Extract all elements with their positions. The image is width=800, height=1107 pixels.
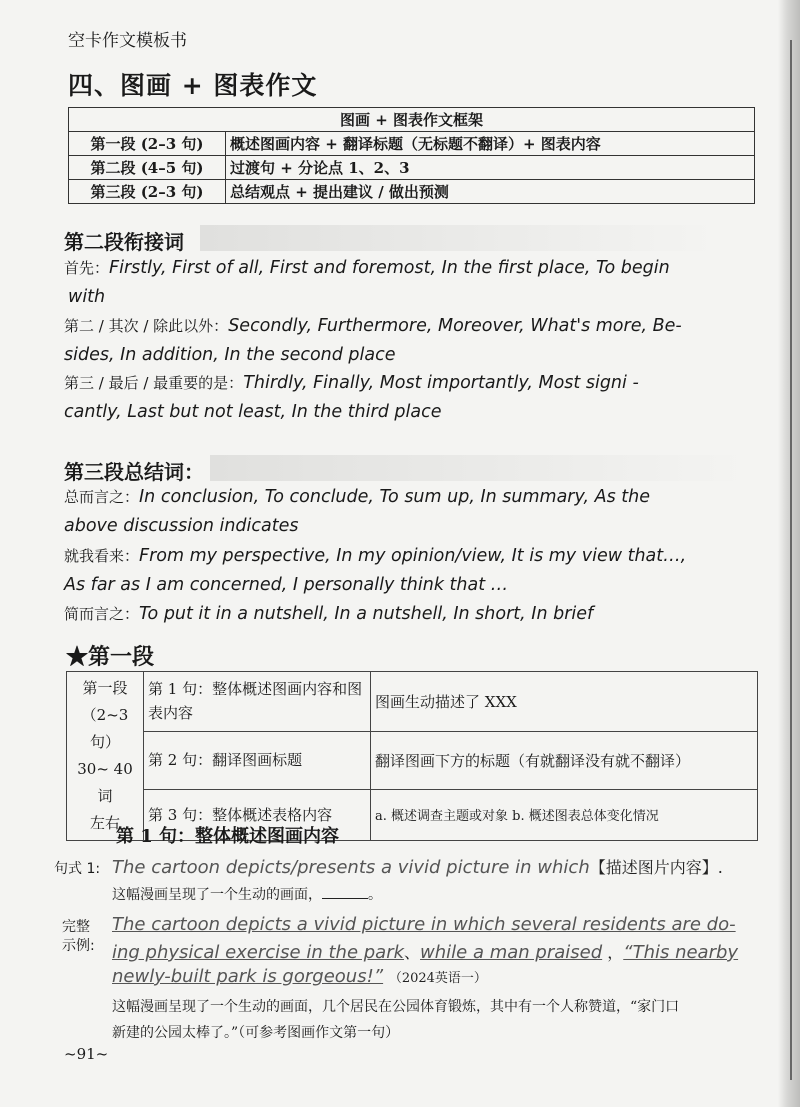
framework-table	[68, 107, 755, 204]
left-line: 30~ 40 词	[77, 760, 133, 805]
conclusion-line	[64, 600, 593, 629]
para1-table	[66, 671, 758, 841]
line-text: In conclusion, To conclude, To sum up, In summary, As the	[139, 487, 650, 507]
pattern-english: The cartoon depicts/presents a vivid picture in which【描述图片内容】.	[112, 857, 723, 878]
line-text: From my perspective, In my opinion/view, It is my view that…,	[139, 546, 687, 566]
example-text: while a man praised	[420, 942, 603, 963]
transition-title: 第二段衔接词	[64, 230, 184, 254]
pattern-bracket: 【描述图片内容】	[589, 858, 718, 877]
line-text: Thirdly, Finally, Most importantly, Most signi -	[243, 373, 639, 393]
example-chinese-line: 这幅漫画呈现了一个生动的画面，几个居民在公园体育锻炼，其中有一个人称赞道，“家门口	[112, 999, 680, 1015]
framework-content: 过渡句 + 分论点 1、2、3	[226, 156, 755, 180]
conclusion-line	[64, 512, 299, 541]
left-line: （2~3句）	[81, 706, 129, 751]
framework-caption: 图画 + 图表作文框架	[69, 108, 755, 132]
book-header: 空卡作文模板书	[68, 31, 187, 51]
para1-row	[67, 731, 758, 789]
line-label: 第三 / 最后 / 最重要的是：	[64, 374, 244, 392]
section-title: 四、图画 + 图表作文	[68, 71, 318, 100]
example-label: 示例:	[62, 938, 95, 954]
fill-blank	[322, 898, 368, 899]
sentence-cell: 第 1 句：整体概述图画内容和图表内容	[144, 672, 371, 732]
pattern-chinese: 这幅漫画呈现了一个生动的画面， 。	[112, 887, 382, 903]
framework-para: 第三段 (2–3 句)	[69, 180, 226, 204]
pattern-label: 句式 1:	[54, 861, 101, 877]
title-shade	[210, 455, 750, 481]
example-text: “This nearby	[623, 942, 739, 963]
example-text: ing physical exercise in the park	[112, 942, 405, 963]
line-text: sides, In addition, In the second place	[64, 345, 396, 365]
framework-row	[69, 132, 755, 156]
page-edge-line	[790, 40, 792, 1080]
example-chinese-line: 新建的公园太棒了。”（可参考图画作文第一句）	[112, 1025, 400, 1041]
page-edge-shadow	[778, 0, 800, 1107]
example-english-line	[112, 966, 487, 987]
conclusion-line	[64, 483, 650, 512]
page-number: ~91~	[64, 1045, 109, 1063]
sentence1-title: 第 1 句：整体概述图画内容	[116, 826, 340, 847]
desc-cell: 图画生动描述了 XXX	[371, 672, 758, 732]
sentence-cell: 第 3 句：整体概述表格内容	[144, 789, 371, 840]
line-text: Secondly, Furthermore, Moreover, What's more, Be-	[228, 316, 682, 336]
pattern-cn-text: 这幅漫画呈现了一个生动的画面，	[112, 887, 322, 903]
transition-line	[68, 283, 105, 312]
left-line: 第一段	[82, 679, 128, 697]
conclusion-title: 第三段总结词：	[64, 460, 204, 484]
line-text: with	[68, 287, 106, 307]
line-text: To put it in a nutshell, In a nutshell, In short, In brief	[139, 604, 594, 624]
transition-line	[64, 341, 396, 370]
line-label: 简而言之：	[64, 605, 140, 623]
framework-content: 总结观点 + 提出建议 / 做出预测	[226, 180, 755, 204]
transition-line	[64, 254, 670, 283]
pattern-text: The cartoon depicts/presents a vivid picture in which	[112, 857, 590, 878]
sentence-cell: 第 2 句：翻译图画标题	[144, 731, 371, 789]
framework-caption-row	[69, 108, 755, 132]
transition-line	[64, 398, 441, 427]
example-english-line: The cartoon depicts a vivid picture in which several residents are do-	[112, 914, 736, 935]
line-text: As far as I am concerned, I personally think that …	[64, 575, 509, 595]
line-text: Firstly, First of all, First and foremost, In the first place, To begin	[109, 258, 670, 278]
example-label: 完整	[62, 919, 90, 935]
conclusion-line	[64, 571, 508, 600]
title-shade	[200, 225, 720, 251]
framework-row	[69, 180, 755, 204]
line-label: 总而言之：	[64, 488, 140, 506]
framework-row	[69, 156, 755, 180]
line-label: 首先：	[64, 259, 110, 277]
framework-para: 第一段 (2–3 句)	[69, 132, 226, 156]
para1-title: ★第一段	[66, 644, 155, 670]
line-text: cantly, Last but not least, In the third place	[64, 402, 442, 422]
transition-line	[64, 369, 639, 398]
example-year: （2024英语一）	[388, 971, 487, 986]
desc-cell: a. 概述调查主题或对象 b. 概述图表总体变化情况	[371, 789, 758, 840]
desc-cell: 翻译图画下方的标题（有就翻译没有就不翻译）	[371, 731, 758, 789]
line-text: above discussion indicates	[64, 516, 299, 536]
line-label: 就我看来：	[64, 547, 140, 565]
example-text: newly-built park is gorgeous!”	[112, 966, 384, 987]
left-line: 左右	[89, 814, 120, 832]
example-english-line: ing physical exercise in the park、while a man praised ，“This nearby	[112, 942, 739, 963]
framework-content: 概述图画内容 + 翻译标题（无标题不翻译）+ 图表内容	[226, 132, 755, 156]
para1-row	[67, 672, 758, 732]
framework-para: 第二段 (4–5 句)	[69, 156, 226, 180]
transition-line	[64, 312, 682, 341]
line-label: 第二 / 其次 / 除此以外：	[64, 317, 229, 335]
para1-left-cell	[67, 672, 144, 841]
conclusion-line	[64, 542, 686, 571]
